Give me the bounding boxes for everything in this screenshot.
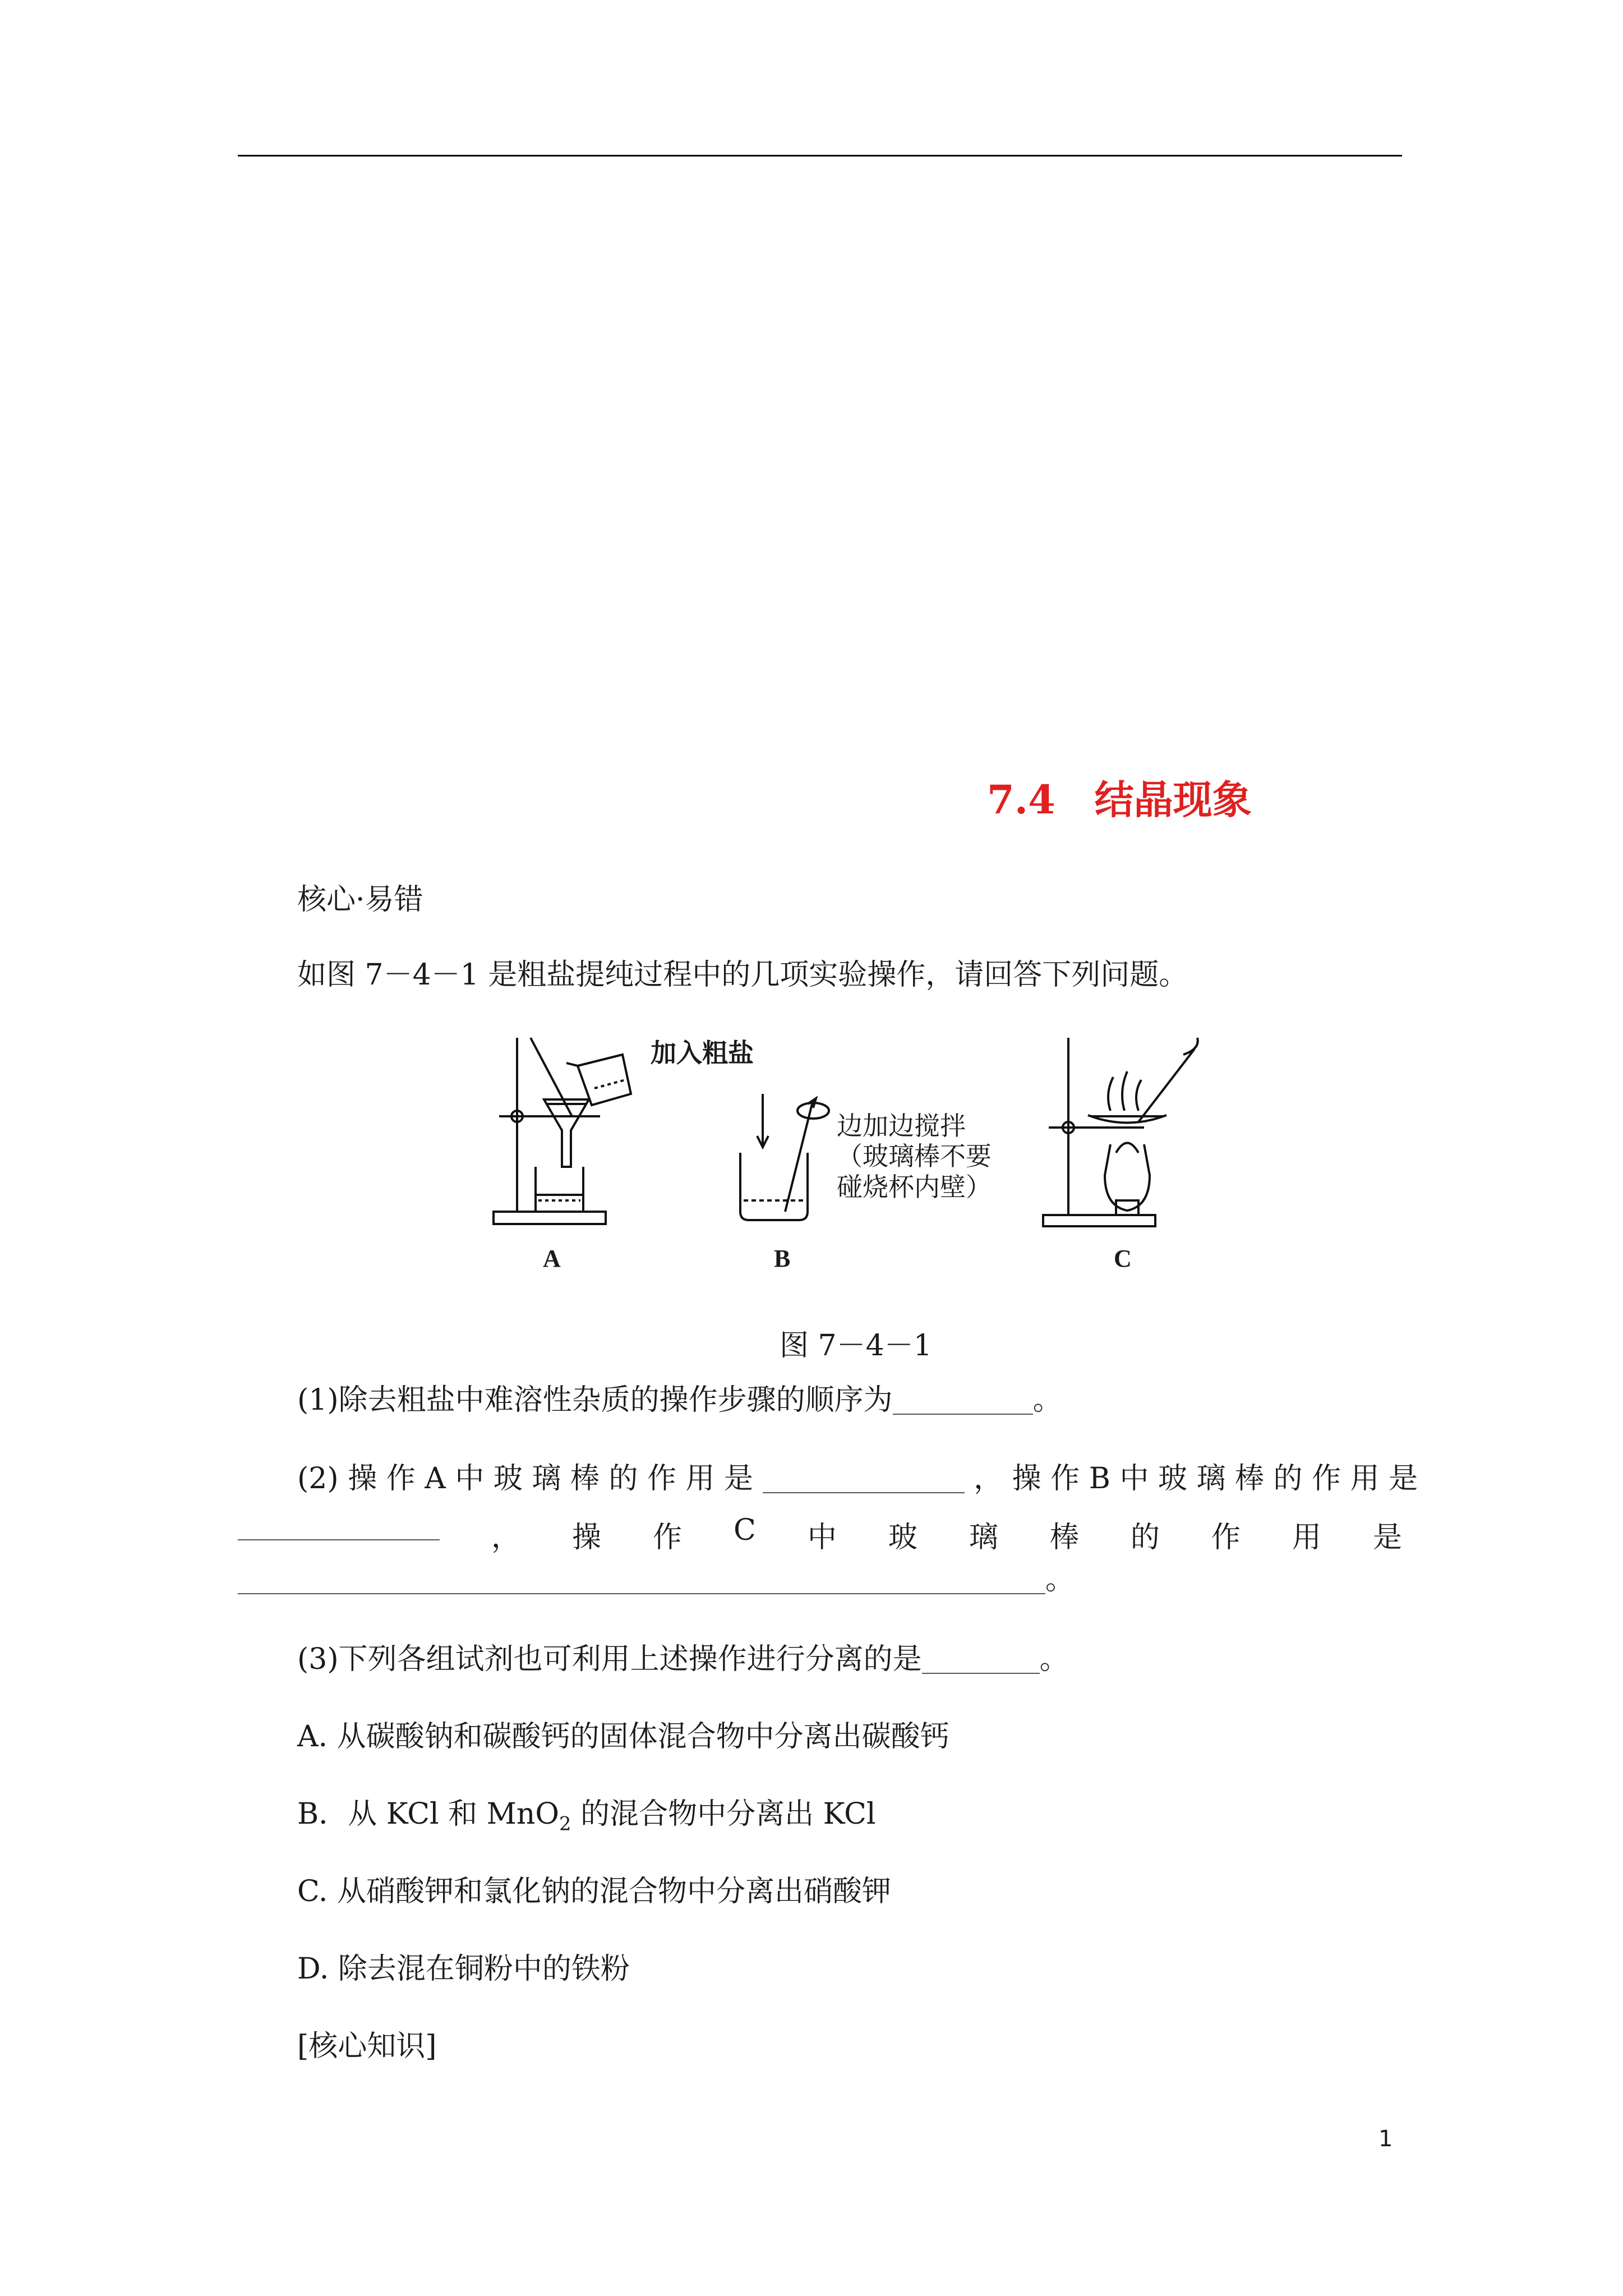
question-2-line-3: [238, 1565, 1075, 1594]
answer-blank[interactable]: [763, 1466, 965, 1493]
evaporation-apparatus: [1043, 1038, 1198, 1226]
page-title: [987, 769, 1252, 825]
option-b-post: 的混合物中分离出 KCl: [571, 1797, 876, 1831]
q2-word: 操: [572, 1521, 602, 1554]
q2-word: ，: [491, 1521, 521, 1554]
intro-text: 如图 7－4－1 是粗盐提纯过程中的几项实验操作，请回答下列问题。: [297, 958, 1188, 992]
question-2-end: 。: [1045, 1563, 1075, 1596]
option-b: [297, 1797, 876, 1835]
panel-label-c: C: [1114, 1245, 1132, 1272]
answer-blank[interactable]: [238, 1567, 1045, 1594]
question-1-text: (1)除去粗盐中难溶性杂质的操作步骤的顺序为: [297, 1383, 893, 1417]
question-2-line-1: [297, 1462, 1418, 1496]
header-rule: [238, 155, 1402, 157]
option-a: A. 从碳酸钠和碳酸钙的固体混合物中分离出碳酸钙: [297, 1720, 949, 1754]
q2-word: 棒: [1049, 1521, 1079, 1554]
q2-word: 玻: [888, 1521, 917, 1554]
q2-word: 作: [1211, 1521, 1241, 1554]
page-number: 1: [1378, 2126, 1393, 2152]
option-b-pre: B．从 KCl 和 MnO: [297, 1797, 560, 1831]
section-number: 7.4: [987, 776, 1055, 823]
q2-word: 作: [653, 1521, 683, 1554]
filtration-apparatus: [494, 1038, 631, 1224]
q2-word: 中: [807, 1521, 837, 1554]
option-b-sub: 2: [559, 1812, 571, 1835]
figure-7-4-1: [482, 1032, 1223, 1279]
answer-blank[interactable]: [922, 1647, 1040, 1674]
question-3-text: (3)下列各组试剂也可利用上述操作进行分离的是: [297, 1642, 922, 1676]
question-2-part-1: (2) 操 作 A 中 玻 璃 棒 的 作 用 是: [297, 1462, 754, 1496]
question-2-line-2: [238, 1513, 1402, 1556]
stir-note-line: （玻璃棒不要: [837, 1141, 992, 1172]
figure-caption: 图 7－4－1: [780, 1329, 932, 1363]
stir-note: [837, 1111, 992, 1202]
panel-label-b: B: [774, 1245, 791, 1272]
option-d: D. 除去混在铜粉中的铁粉: [297, 1952, 630, 1986]
question-3-end: 。: [1039, 1642, 1069, 1676]
answer-blank[interactable]: [238, 1513, 440, 1540]
stir-note-line: 碰烧杯内壁）: [837, 1171, 992, 1202]
add-salt-label: 加入粗盐: [651, 1038, 754, 1068]
question-1-end: 。: [1032, 1383, 1062, 1417]
panel-label-a: A: [543, 1245, 561, 1272]
answer-blank[interactable]: [893, 1388, 1033, 1415]
section-title: 结晶现象: [1094, 776, 1252, 823]
section-label: 核心·易错: [297, 883, 423, 917]
q2-word: C: [734, 1513, 756, 1547]
question-3: [297, 1642, 1069, 1676]
q2-word: 是: [1372, 1521, 1402, 1554]
stir-note-line: 边加边搅拌: [837, 1111, 966, 1141]
option-c: C. 从硝酸钾和氯化钠的混合物中分离出硝酸钾: [297, 1875, 891, 1908]
q2-word: 璃: [969, 1521, 998, 1554]
q2-word: 的: [1130, 1521, 1160, 1554]
question-2-part-2: ， 操 作 B 中 玻 璃 棒 的 作 用 是: [974, 1462, 1418, 1496]
core-knowledge-heading: [核心知识]: [297, 2030, 437, 2063]
dissolving-apparatus: [740, 1094, 829, 1220]
question-1: [297, 1383, 1062, 1417]
q2-word: 用: [1292, 1521, 1321, 1554]
